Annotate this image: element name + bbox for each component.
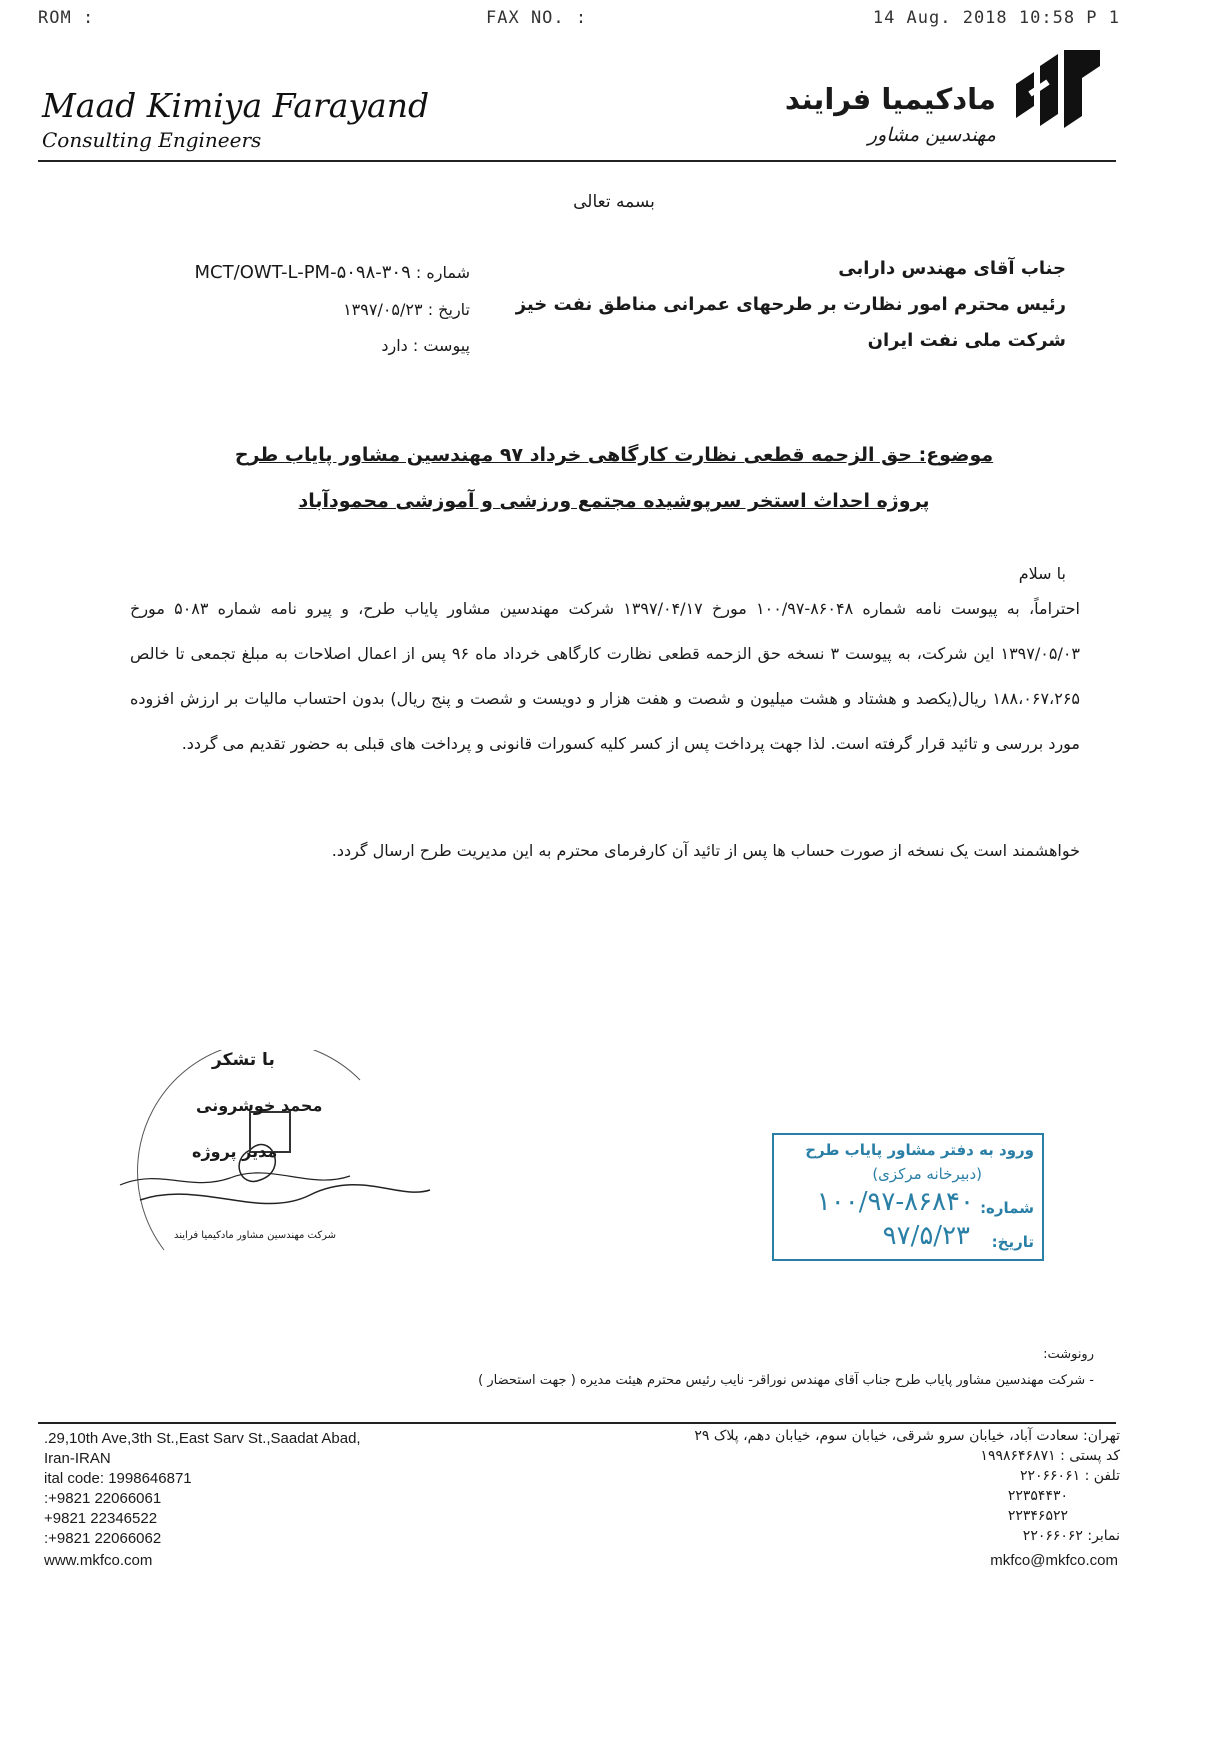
- subject-line-1: موضوع: حق الزحمه قطعی نظارت کارگاهی خرداد ۹۷ مهندسین مشاور پایاب طرح: [234, 444, 994, 466]
- letter-number-label: شماره :: [415, 263, 470, 282]
- company-subtitle-fa: مهندسین مشاور: [867, 124, 996, 146]
- letter-number-value: ۳۰۹-MCT/OWT-L-PM-۵۰۹۸: [194, 262, 411, 283]
- fax-number: FAX NO. :: [486, 8, 588, 28]
- footer-tel3-fa: ۲۲۳۴۶۵۲۲: [1007, 1508, 1068, 1524]
- letter-attachment-value: دارد: [381, 336, 408, 355]
- company-logo-icon: [1008, 44, 1108, 134]
- bismillah: بسمه تعالی: [573, 192, 655, 212]
- body-paragraph-2: خواهشمند است یک نسخه از صورت حساب ها پس از تائید آن کارفرمای محترم به این مدیریت طرح ارسال گردد.: [331, 841, 1080, 860]
- footer-web-en: www.mkfco.com: [44, 1552, 153, 1569]
- stamp-title: ورود به دفتر مشاور پایاب طرح: [805, 1141, 1034, 1159]
- stamp-date-value: ۹۷/۵/۲۳: [882, 1221, 970, 1251]
- footer-fax-label-fa: نمابر:: [1087, 1528, 1120, 1544]
- footer-tel-label-fa: تلفن :: [1084, 1468, 1120, 1484]
- footer-tel2-fa: ۲۲۳۵۴۴۳۰: [1007, 1488, 1068, 1504]
- footer-email: mkfco@mkfco.com: [990, 1552, 1118, 1569]
- footer-address-en-2: Iran-IRAN: [44, 1450, 111, 1467]
- footer-fax-value-fa: ۲۲۰۶۶۰۶۲: [1022, 1528, 1083, 1544]
- letter-attachment-label: پیوست :: [412, 336, 470, 355]
- seal-text-fa: شرکت مهندسین مشاور مادکیمیا فرایند: [174, 1230, 337, 1241]
- letter-date-value: ۱۳۹۷/۰۵/۲۳: [343, 300, 423, 319]
- company-name-en: Maad Kimiya Farayand: [42, 86, 430, 125]
- stamp-number-value: ۱۰۰/۹۷-۸۶۸۴۰: [816, 1187, 974, 1217]
- fax-date-time: 14 Aug. 2018 10:58 P 1: [872, 8, 1120, 28]
- letter-number: [195, 262, 470, 283]
- footer-tel2-en: +9821 22346522: [44, 1510, 158, 1527]
- footer-address-en-1: .29,10th Ave,3th St.,East Sarv St.,Saadat Abad,: [44, 1430, 361, 1447]
- cc-label: رونوشت:: [1043, 1347, 1094, 1362]
- letter-attachment: [381, 336, 470, 355]
- footer-tel1-fa: ۲۲۰۶۶۰۶۱: [1019, 1468, 1081, 1484]
- recipient-line-2: رئیس محترم امور نظارت بر طرحهای عمرانی مناطق نفت خیز: [515, 294, 1066, 315]
- recipient-line-1: جناب آقای مهندس دارابی: [838, 258, 1066, 279]
- stamp-subtitle: (دبیرخانه مرکزی): [872, 1165, 982, 1183]
- recipient-line-3: شرکت ملی نفت ایران: [867, 330, 1066, 351]
- footer-tel-fa: [1020, 1468, 1120, 1484]
- cc-line: - شرکت مهندسین مشاور پایاب طرح جناب آقای مهندس نوراقر- نایب رئیس محترم هیئت مدیره ( جهت استحضار ): [478, 1373, 1094, 1388]
- subject-line-2: پروژه احداث استخر سرپوشیده مجتمع ورزشی و آموزشی محمودآباد: [298, 490, 930, 512]
- footer-fax-fa: [1023, 1528, 1120, 1544]
- company-subtitle-en: Consulting Engineers: [42, 128, 262, 152]
- letter-date-label: تاریخ :: [427, 300, 470, 319]
- fax-from: ROM :: [38, 8, 95, 28]
- header-divider: [38, 160, 1116, 162]
- footer-address-fa: تهران: سعادت آباد، خیابان سرو شرقی، خیابان سوم، خیابان دهم، پلاک ۲۹: [694, 1428, 1120, 1444]
- footer-postal-fa: کد پستی : ۱۹۹۸۶۴۶۸۷۱: [980, 1448, 1120, 1464]
- body-paragraph-1: احتراماً، به پیوست نامه شماره ۸۶۰۴۸-۱۰۰/۹۷ مورخ ۱۳۹۷/۰۴/۱۷ شرکت مهندسین مشاور پایاب طرح، و پیرو نامه شماره ۵۰۸۳ مورخ ۱۳۹۷/۰۵/۰۳ این شرکت، به پیوست ۳ نسخه حق الزحمه قطعی نظارت کارگاهی خرداد ماه ۹۶ پس از اعمال اصلاحات به مبلغ تجمعی تا خالص ۱۸۸،۰۶۷،۲۶۵ ریال(یکصد و هشتاد و هشت میلیون و شصت و هفت هزار و دویست و شصت و پنج ریال) بدون احتساب مالیات بر ارزش افزوده مورد بررسی و تائید قرار گرفته است. لذا جهت پرداخت پس از کسر کلیه کسورات قانونی و پرداخت های قبلی به حضور تقدیم می گردد.: [130, 599, 1081, 753]
- stamp-date-label: تاریخ:: [991, 1233, 1034, 1251]
- footer-divider: [38, 1422, 1116, 1424]
- footer-tel-en: :+9821 22066061: [44, 1490, 162, 1507]
- receipt-stamp: [772, 1133, 1044, 1261]
- stamp-number-label: شماره:: [980, 1199, 1034, 1217]
- footer-fax-en: :+9821 22066062: [44, 1530, 162, 1547]
- footer-postal-en: ital code: 1998646871: [44, 1470, 192, 1487]
- signatory-name: محمد خوشرونی: [196, 1096, 323, 1115]
- company-name-fa: مادکیمیا فرایند: [784, 82, 996, 116]
- signature-block: [100, 1050, 440, 1260]
- signatory-role: مدیر پروژه: [192, 1142, 278, 1161]
- greeting: با سلام: [1018, 564, 1066, 583]
- signature-closing: با تشکر: [212, 1050, 275, 1070]
- letter-date: [343, 300, 470, 319]
